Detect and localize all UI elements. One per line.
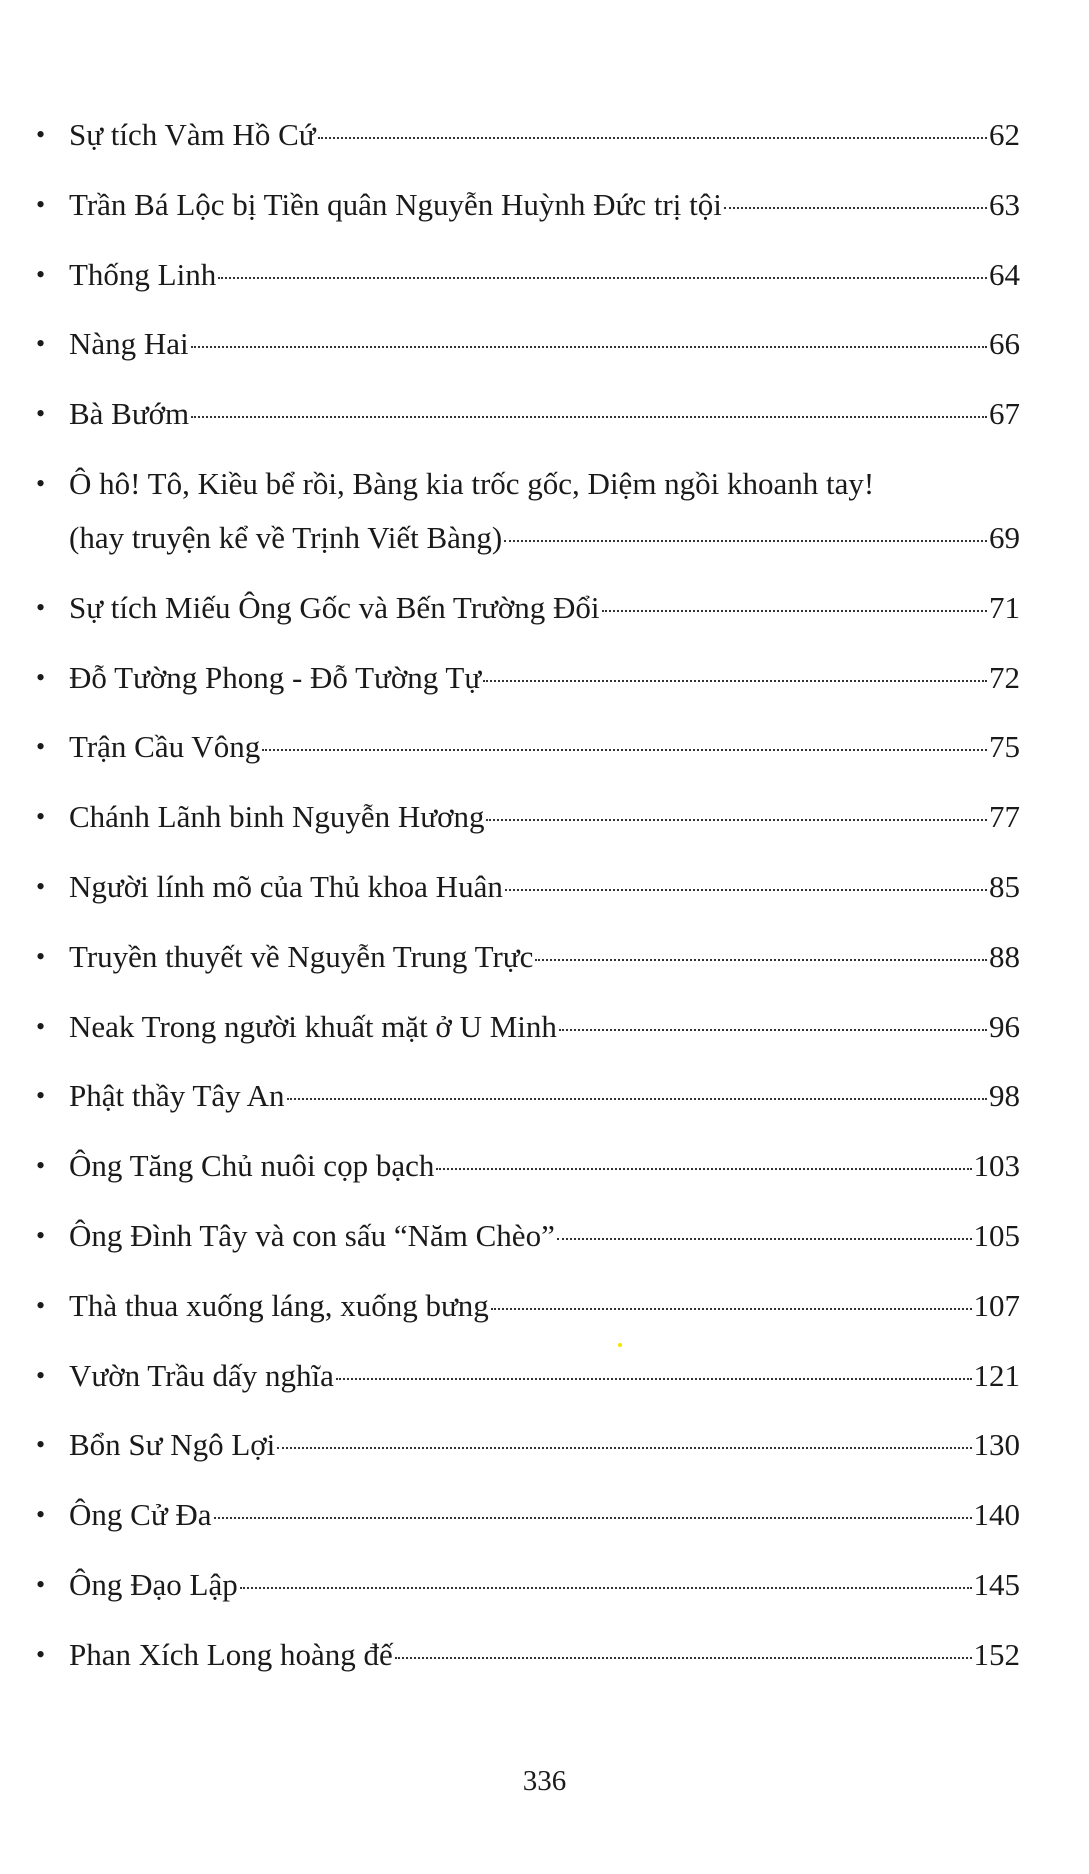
dot-leader [505,889,987,891]
dot-leader [287,1098,987,1100]
toc-entry-page: 130 [973,1427,1020,1463]
dot-leader [486,819,987,821]
bullet-icon: • [36,1151,46,1181]
toc-entry [0,930,1089,984]
toc-entry-page: 145 [973,1566,1020,1602]
toc-entry-page: 71 [989,589,1020,625]
dot-leader [318,137,987,139]
toc-entry-title: Bà Bướm [69,396,190,432]
toc-entry-title: Đỗ Tường Phong - Đỗ Tường Tự [69,659,482,695]
toc-entry-title: Trần Bá Lộc bị Tiền quân Nguyễn Huỳnh Đức trị tội [69,186,722,222]
toc-entry-page: 77 [989,799,1020,835]
dot-leader [395,1657,972,1659]
toc-entry-title: Sự tích Vàm Hồ Cứ [69,117,316,152]
toc-entry [0,1000,1089,1054]
toc-entry-page: 98 [989,1078,1020,1114]
bullet-icon: • [36,871,46,901]
toc-entry-page: 75 [989,729,1020,765]
toc-entry-title: Neak Trong người khuất mặt ở U Minh [69,1008,557,1044]
toc-entry-title: Truyền thuyết về Nguyễn Trung Trực [69,938,534,974]
dot-leader [724,207,987,209]
bullet-icon: • [36,1011,46,1041]
bullet-icon: • [36,259,46,289]
toc-entry [0,1209,1089,1263]
toc-entry-title: Ông Đạo Lập [69,1566,238,1602]
toc-entry-page: 64 [989,256,1020,292]
bullet-icon: • [36,1220,46,1250]
table-of-contents [0,108,1089,1698]
dot-leader [336,1378,972,1380]
bullet-icon: • [36,399,46,429]
bullet-icon: • [36,1081,46,1111]
dot-leader [559,1029,987,1031]
toc-entry [0,108,1089,162]
toc-entry-title: Người lính mõ của Thủ khoa Huân [69,868,503,904]
bullet-icon: • [36,468,46,498]
toc-entry-title: Phan Xích Long hoàng đế [69,1636,393,1672]
toc-entry-page: 66 [989,326,1020,362]
toc-entry-page: 72 [989,659,1020,695]
toc-entry-page: 67 [989,396,1020,432]
bullet-icon: • [36,1569,46,1599]
toc-entry-title: Ông Tăng Chủ nuôi cọp bạch [69,1148,435,1184]
toc-entry [0,248,1089,302]
toc-entry-title: Thà thua xuống láng, xuống bưng [69,1287,489,1323]
toc-entry-title: Chánh Lãnh binh Nguyễn Hương [69,799,485,835]
bullet-icon: • [36,1500,46,1530]
toc-entry-title: Nàng Hai [69,326,189,362]
toc-entry-title: Phật thầy Tây An [69,1078,285,1114]
toc-entry-page: 140 [973,1497,1020,1533]
bullet-icon: • [36,1639,46,1669]
dot-leader [240,1587,972,1589]
toc-entry [0,317,1089,371]
dot-leader [214,1517,972,1519]
toc-entry-title: (hay truyện kể về Trịnh Viết Bàng) [69,519,503,555]
toc-entry [0,1488,1089,1542]
dot-leader [191,416,987,418]
toc-entry [0,1139,1089,1193]
dot-leader [277,1447,971,1449]
scan-speck [618,1343,622,1347]
toc-entry [0,581,1089,635]
toc-entry [0,457,1089,565]
page-number: 336 [522,1765,567,1797]
bullet-icon: • [36,941,46,971]
toc-entry-title: Ông Đình Tây và con sấu “Năm Chèo” [69,1217,555,1253]
toc-entry-title: Ông Cử Đa [69,1497,212,1533]
dot-leader [535,959,987,961]
bullet-icon: • [36,592,46,622]
toc-entry [0,178,1089,232]
dot-leader [602,610,988,612]
dot-leader [504,540,987,542]
dot-leader [262,749,987,751]
bullet-icon: • [36,802,46,832]
bullet-icon: • [36,120,46,149]
toc-entry-title: Trận Cầu Vông [69,729,261,765]
toc-entry [0,1279,1089,1333]
toc-entry [0,1349,1089,1403]
bullet-icon: • [36,1430,46,1460]
bullet-icon: • [36,1290,46,1320]
bullet-icon: • [36,662,46,692]
toc-entry-page: 69 [989,519,1020,555]
toc-entry-page: 121 [973,1357,1020,1393]
toc-entry [0,651,1089,705]
dot-leader [218,277,987,279]
toc-entry-title: Sự tích Miếu Ông Gốc và Bến Trường Đổi [69,589,600,625]
toc-entry [0,790,1089,844]
dot-leader [483,680,987,682]
bullet-icon: • [36,329,46,359]
toc-entry [0,387,1089,441]
toc-entry [0,1418,1089,1472]
toc-entry-page: 85 [989,868,1020,904]
toc-entry-title: Vườn Trầu dấy nghĩa [69,1357,334,1393]
bullet-icon: • [36,732,46,762]
toc-entry [0,860,1089,914]
toc-entry-page: 96 [989,1008,1020,1044]
toc-entry-page: 63 [989,186,1020,222]
toc-entry-title-line1: Ô hô! Tô, Kiều bể rồi, Bàng kia trốc gốc, Diệm ngồi khoanh tay! [69,465,875,501]
dot-leader [191,346,987,348]
toc-entry-page: 107 [973,1287,1020,1323]
toc-entry [0,1558,1089,1612]
toc-entry-title: Bổn Sư Ngô Lợi [69,1427,276,1463]
toc-entry-page: 105 [973,1217,1020,1253]
dot-leader [557,1238,972,1240]
bullet-icon: • [36,1360,46,1390]
toc-entry [0,720,1089,774]
bullet-icon: • [36,189,46,219]
toc-entry-title: Thống Linh [69,256,217,292]
toc-entry [0,1628,1089,1682]
toc-entry-page: 88 [989,938,1020,974]
dot-leader [491,1308,972,1310]
toc-entry-page: 152 [973,1636,1020,1672]
toc-entry-page: 103 [973,1148,1020,1184]
dot-leader [436,1168,971,1170]
toc-entry [0,1069,1089,1123]
toc-entry-page: 62 [989,117,1020,152]
